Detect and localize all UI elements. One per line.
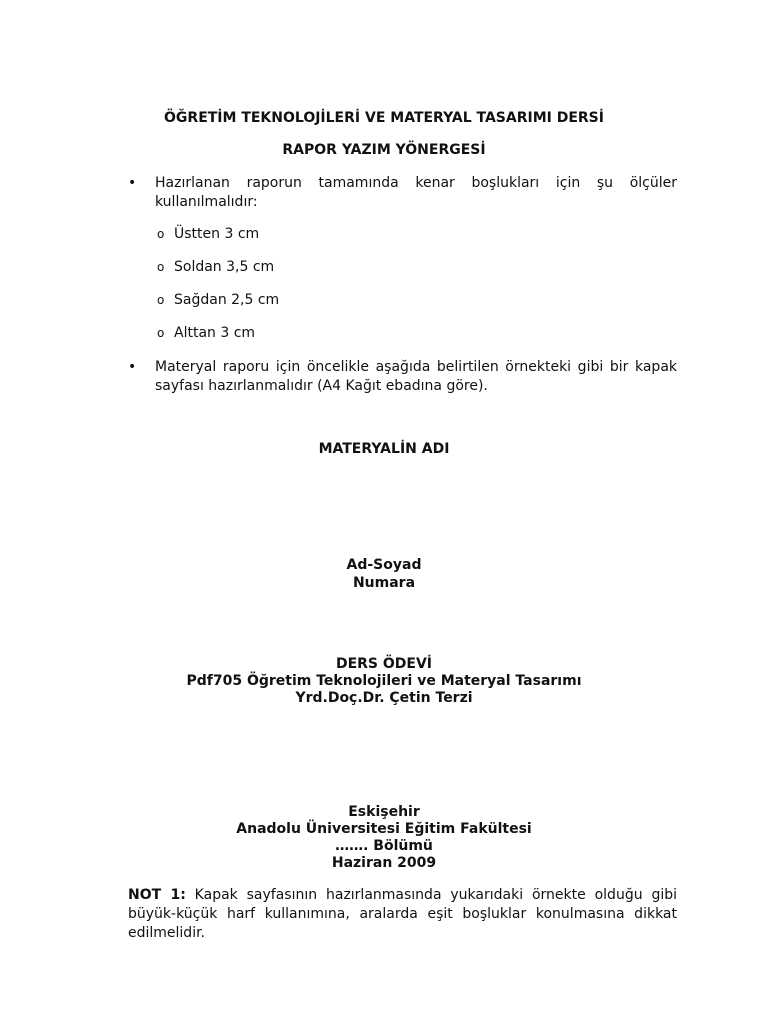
cover-department: ……. Bölümü [335,838,433,854]
sub-list-item [157,324,255,342]
sub-list-text: Üstten 3 cm [174,226,260,242]
sub-list-text: Sağdan 2,5 cm [174,292,280,308]
cover-instructor: Yrd.Doç.Dr. Çetin Terzi [295,690,473,706]
bullet-marker: • [128,175,137,191]
note-paragraph [128,886,677,943]
sub-bullet-marker: o [157,260,165,274]
cover-student-number: Numara [352,575,416,591]
cover-assignment: DERS ÖDEVİ [335,656,433,672]
sub-bullet-marker: o [157,326,165,340]
cover-city: Eskişehir [348,804,420,820]
cover-student-name: Ad-Soyad [346,557,422,573]
document-subtitle: RAPOR YAZIM YÖNERGESİ [282,142,486,158]
bullet-text: Materyal raporu için öncelikle aşağıda belirtilen örnekteki gibi bir kapak sayfası hazırlanmalıdır (A4 Kağıt ebadına göre). [155,359,677,394]
note-text: Kapak sayfasının hazırlanmasında yukarıdaki örnekte olduğu gibi büyük-küçük harf kullanımına, aralarda eşit boşluklar konulmasına dikkat edilmelidir. [128,887,677,941]
bullet-marker: • [128,359,137,375]
cover-course: Pdf705 Öğretim Teknolojileri ve Materyal Tasarımı [186,673,582,689]
sub-bullet-marker: o [157,293,165,307]
sub-list-text: Soldan 3,5 cm [174,259,275,275]
sub-list-text: Alttan 3 cm [174,325,256,341]
sub-list-item [157,291,279,309]
cover-date: Haziran 2009 [331,855,437,871]
cover-material-name: MATERYALİN ADI [318,441,450,457]
note-label: NOT 1: [128,887,186,903]
sub-list-item [157,225,259,243]
bullet-text: Hazırlanan raporun tamamında kenar boşlukları için şu ölçüler kullanılmalıdır: [155,175,677,210]
document-title: ÖĞRETİM TEKNOLOJİLERİ VE MATERYAL TASARIMI DERSİ [164,110,604,126]
sub-bullet-marker: o [157,227,165,241]
cover-university: Anadolu Üniversitesi Eğitim Fakültesi [236,821,532,837]
sub-list-item [157,258,274,276]
